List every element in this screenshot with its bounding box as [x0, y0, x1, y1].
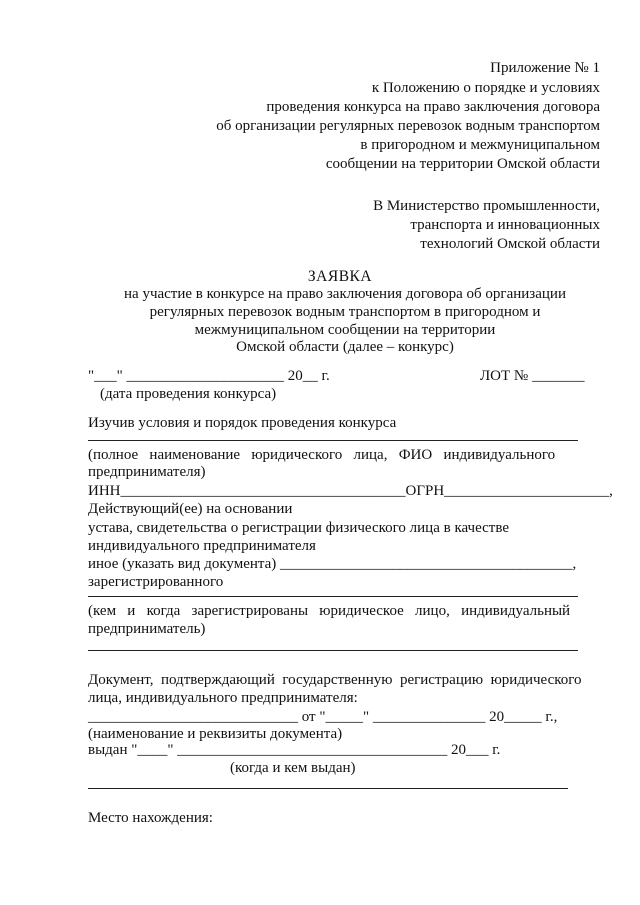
name-caption-line-1: (полное наименование юридического лица, ФИО индивидуального [88, 447, 556, 463]
acting-text: Действующий(ее) на основании [88, 501, 293, 517]
appendix-line-6: сообщении на территории Омской области [325, 156, 600, 172]
document-caption: (наименование и реквизиты документа) [88, 726, 343, 742]
appendix-line-1: Приложение № 1 [490, 60, 600, 76]
appendix-line-3: проведения конкурса на право заключения договора [266, 99, 600, 115]
contest-date-field[interactable]: "___" _____________________ 20__ г. [88, 368, 330, 384]
issued-extra-line[interactable] [88, 788, 568, 789]
appendix-line-4: об организации регулярных перевозок водным транспортом [216, 118, 600, 134]
lot-number-field[interactable]: ЛОТ № _______ [480, 368, 585, 384]
addressee-line-3: технологий Омской области [420, 236, 600, 252]
registration-document-field[interactable]: ____________________________ от "_____" _______________ 20_____ г., [88, 709, 558, 725]
applicant-name-line[interactable] [88, 440, 578, 441]
basis-line-2: индивидуального предпринимателя [88, 538, 316, 554]
issued-field[interactable]: выдан "____" ____________________________________ 20___ г. [88, 742, 501, 758]
heading-line-2: регулярных перевозок водным транспортом в пригородном и [149, 304, 541, 320]
studied-text: Изучив условия и порядок проведения конкурса [88, 415, 397, 431]
location-label: Место нахождения: [88, 810, 213, 826]
heading-line-1: на участие в конкурсе на право заключения договора об организации [124, 286, 566, 302]
appendix-line-2: к Положению о порядке и условиях [371, 80, 600, 96]
registration-caption-line-2: предприниматель) [88, 621, 206, 637]
addressee-line-2: транспорта и инновационных [410, 217, 600, 233]
heading-line-3: межмуниципальном сообщении на территории [194, 322, 496, 338]
doc-confirm-line-1: Документ, подтверждающий государственную регистрацию юридического [88, 672, 582, 688]
name-caption-line-2: предпринимателя) [88, 464, 206, 480]
addressee-line-1: В Министерство промышленности, [373, 198, 600, 214]
date-caption: (дата проведения конкурса) [100, 386, 277, 402]
registered-text: зарегистрированного [88, 574, 224, 590]
extra-info-line[interactable] [88, 650, 578, 651]
inn-ogrn-field[interactable]: ИНН______________________________________ОГРН______________________, [88, 483, 613, 499]
other-document-field[interactable]: иное (указать вид документа) _______________________________________, [88, 556, 577, 572]
registration-caption-line-1: (кем и когда зарегистрированы юридическое лицо, индивидуальный [88, 603, 571, 619]
heading-line-4: Омской области (далее – конкурс) [236, 339, 454, 355]
document-title: ЗАЯВКА [307, 268, 373, 285]
appendix-line-5: в пригородном и межмуниципальном [360, 137, 600, 153]
basis-line-1: устава, свидетельства о регистрации физического лица в качестве [88, 520, 509, 536]
issued-caption: (когда и кем выдан) [230, 760, 356, 776]
registration-line[interactable] [88, 596, 578, 597]
doc-confirm-line-2: лица, индивидуального предпринимателя: [88, 690, 358, 706]
